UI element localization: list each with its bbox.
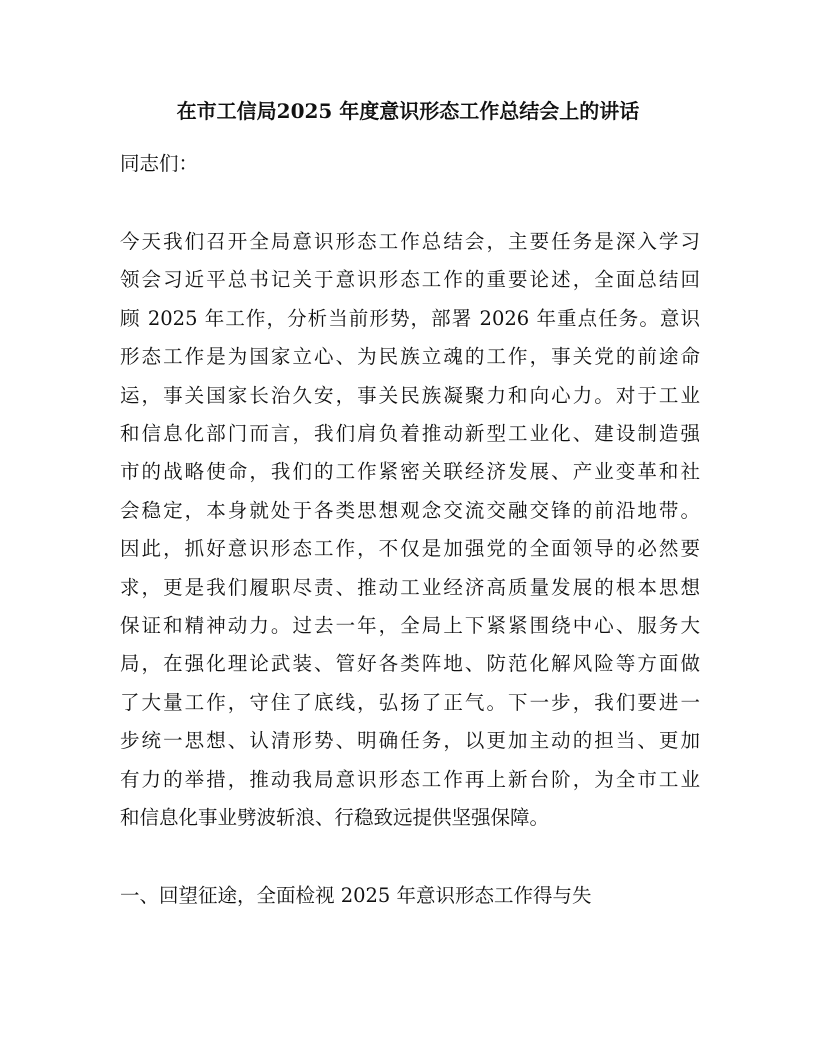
section-heading: 一、回望征途，全面检视 2025 年意识形态工作得与失	[120, 884, 592, 907]
paragraph-line: 和信息化部门而言，我们肩负着推动新型工业化、建设制造强	[120, 422, 700, 446]
paragraph-line: 和信息化事业劈波斩浪、行稳致远提供坚强保障。	[120, 806, 550, 830]
paragraph-line: 求，更是我们履职尽责、推动工业经济高质量发展的根本思想	[120, 575, 700, 599]
paragraph-line: 因此，抓好意识形态工作，不仅是加强党的全面领导的必然要	[120, 537, 700, 561]
paragraph-line: 步统一思想、认清形势、明确任务，以更加主动的担当、更加	[120, 729, 700, 753]
paragraph-line: 运，事关国家长治久安，事关民族凝聚力和向心力。对于工业	[120, 383, 700, 407]
paragraph-line: 今天我们召开全局意识形态工作总结会，主要任务是深入学习	[120, 230, 700, 253]
paragraph-line: 顾 2025 年工作，分析当前形势，部署 2026 年重点任务。意识	[120, 306, 700, 330]
paragraph-line: 会稳定，本身就处于各类思想观念交流交融交锋的前沿地带。	[120, 498, 700, 522]
paragraph-line: 形态工作是为国家立心、为民族立魂的工作，事关党的前途命	[120, 345, 700, 369]
paragraph-line: 市的战略使命，我们的工作紧密关联经济发展、产业变革和社	[120, 460, 700, 484]
paragraph-line: 了大量工作，守住了底线，弘扬了正气。下一步，我们要进一	[120, 690, 700, 714]
salutation: 同志们：	[120, 152, 199, 175]
paragraph-line: 有力的举措，推动我局意识形态工作再上新台阶，为全市工业	[120, 767, 700, 791]
document-title: 在市工信局2025 年度意识形态工作总结会上的讲话	[176, 99, 640, 123]
paragraph-line: 局，在强化理论武装、管好各类阵地、防范化解风险等方面做	[120, 652, 700, 676]
paragraph-line: 领会习近平总书记关于意识形态工作的重要论述，全面总结回	[120, 268, 700, 292]
body-paragraph	[120, 223, 700, 838]
paragraph-line: 保证和精神动力。过去一年，全局上下紧紧围绕中心、服务大	[120, 614, 700, 638]
